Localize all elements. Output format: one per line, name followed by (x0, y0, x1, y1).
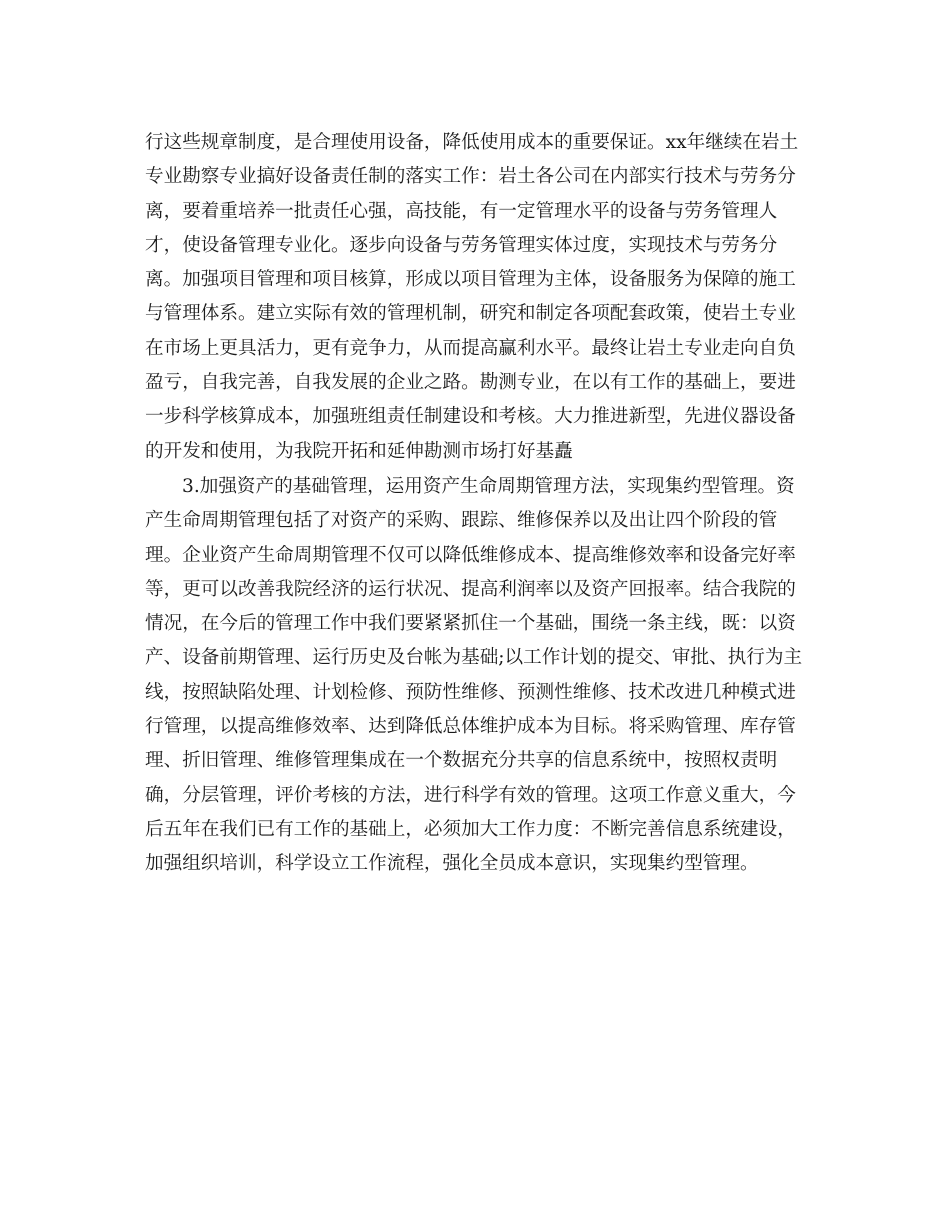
text-line: 在市场上更具活力，更有竞争力，从而提高赢利水平。最终让岩土专业走向自负 (145, 337, 796, 359)
text-line: 离。加强项目管理和项目核算，形成以项目管理为主体，设备服务为保障的施工 (145, 269, 796, 291)
text-line: 离，要着重培养一批责任心强，高技能，有一定管理水平的设备与劳务管理人 (145, 200, 778, 222)
paragraph-equipment-management (145, 126, 805, 469)
text-line-first: 3.加强资产的基础管理，运用资产生命周期管理方法，实现集约型管理。资 (182, 475, 795, 497)
text-line: 与管理体系。建立实际有效的管理机制，研究和制定各项配套政策，使岩土专业 (145, 303, 796, 325)
text-line: 一步科学核算成本，加强班组责任制建设和考核。大力推进新型，先进仪器设备 (145, 406, 796, 428)
text-line: 行这些规章制度，是合理使用设备，降低使用成本的重要保证。xx年继续在岩土 (145, 132, 799, 153)
text-line: 等，更可以改善我院经济的运行状况、提高利润率以及资产回报率。结合我院的 (145, 578, 796, 600)
document-body (145, 126, 805, 882)
text-line: 后五年在我们已有工作的基础上，必须加大工作力度：不断完善信息系统建设， (145, 818, 796, 840)
text-line: 的开发和使用，为我院开拓和延伸勘测市场打好基矗 (145, 440, 573, 462)
text-line: 产、设备前期管理、运行历史及台帐为基础;以工作计划的提交、审批、执行为主 (145, 647, 803, 669)
text-line: 理、折旧管理、维修管理集成在一个数据充分共享的信息系统中，按照权责明 (145, 750, 778, 772)
text-line: 加强组织培训，科学设立工作流程，强化全员成本意识，实现集约型管理。 (145, 853, 759, 875)
text-line: 专业勘察专业搞好设备责任制的落实工作：岩土各公司在内部实行技术与劳务分 (145, 166, 796, 188)
paragraph-asset-lifecycle (145, 470, 805, 882)
text-line: 才，使设备管理专业化。逐步向设备与劳务管理实体过度，实现技术与劳务分 (145, 234, 778, 256)
text-line: 产生命周期管理包括了对资产的采购、跟踪、维修保养以及出让四个阶段的管 (145, 510, 778, 532)
text-line: 盈亏，自我完善，自我发展的企业之路。勘测专业，在以有工作的基础上，要进 (145, 372, 796, 394)
text-line: 线，按照缺陷处理、计划检修、预防性维修、预测性维修、技术改进几种模式进 (145, 681, 796, 703)
text-line: 情况，在今后的管理工作中我们要紧紧抓住一个基础，围绕一条主线，既：以资 (145, 613, 796, 635)
text-line: 行管理，以提高维修效率、达到降低总体维护成本为目标。将采购管理、库存管 (145, 716, 796, 738)
text-line: 理。企业资产生命周期管理不仅可以降低维修成本、提高维修效率和设备完好率 (145, 544, 796, 566)
text-line: 确，分层管理，评价考核的方法，进行科学有效的管理。这项工作意义重大，今 (145, 784, 796, 806)
